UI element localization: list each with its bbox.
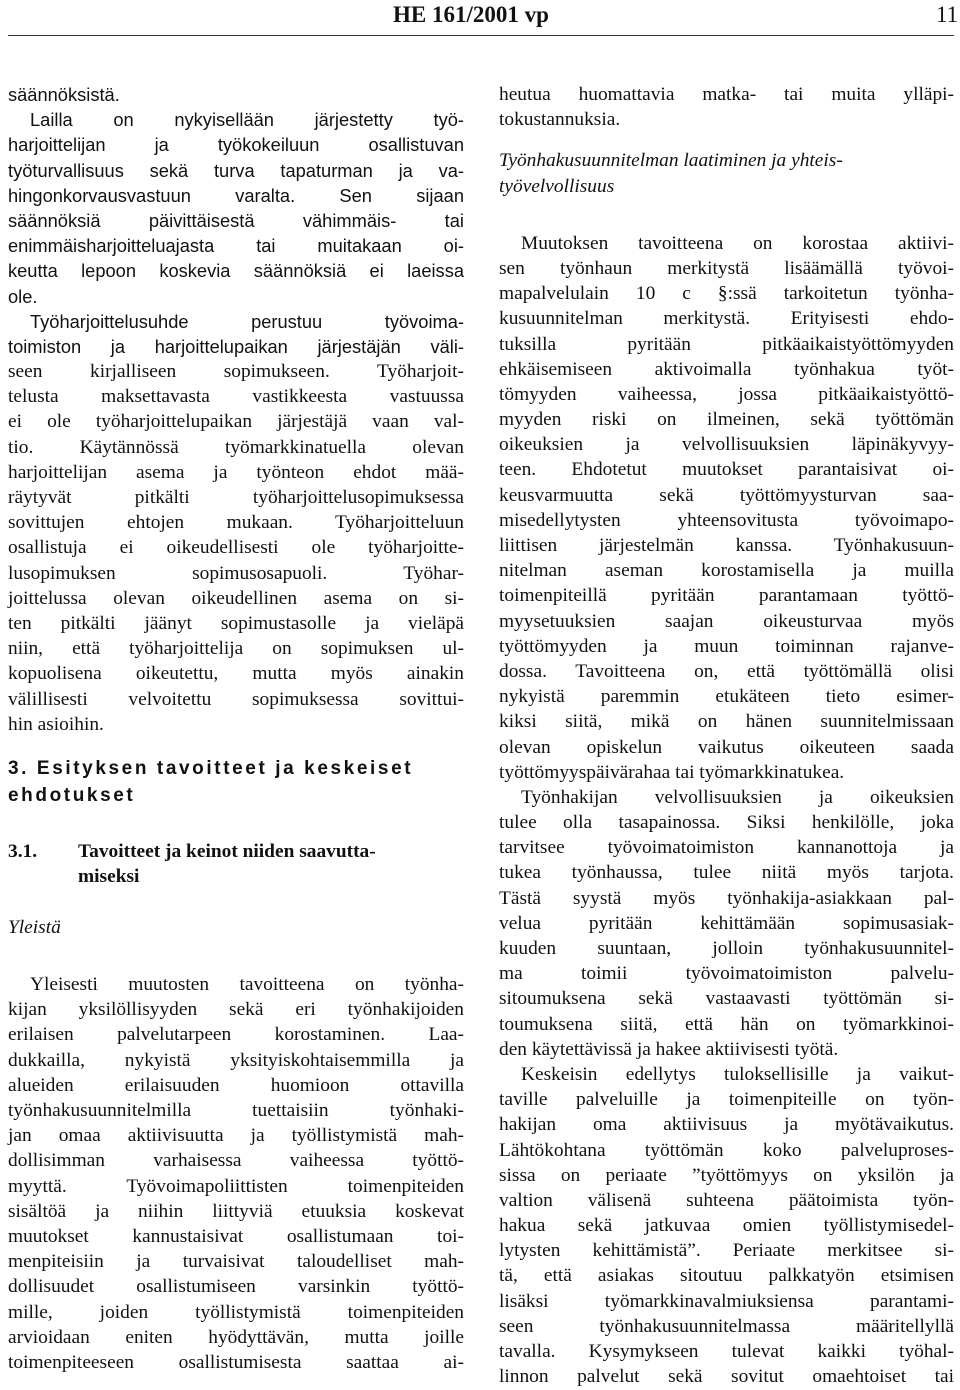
left-column bbox=[8, 82, 464, 1375]
text-line: tömyyden vaiheessa, jossa pitkäaikaistyöttö- bbox=[499, 383, 954, 405]
text-line: harjoittelijan ja työkokeiluun osallistuvan bbox=[8, 134, 464, 156]
text-line: toimenpiteeseen osallistumisesta saattaa ai- bbox=[8, 1351, 464, 1373]
right-italic-heading bbox=[499, 148, 954, 198]
text-line: tio. Käytännössä työmarkkinatuella olevan bbox=[8, 436, 464, 458]
text-line: hin asioihin. bbox=[8, 713, 104, 735]
text-line: enimmäisharjoitteluajasta tai muitakaan oi- bbox=[8, 235, 464, 257]
page-number: 11 bbox=[936, 2, 959, 27]
text-line: kusuunnitelman merkitystä. Erityisesti ehdo- bbox=[499, 308, 954, 330]
text-line: liittisen järjestelmän kanssa. Työnhakusuun- bbox=[499, 535, 954, 556]
left-text-block bbox=[8, 82, 464, 737]
text-line: ten pitkälti jäänyt sopimustasolle ja vieläpä bbox=[8, 612, 464, 634]
text-line: toimenpiteillä pyritään parantamaan työttö- bbox=[499, 585, 954, 607]
text-line: harjoittelijan asema ja työnteon ehdot mää- bbox=[8, 461, 464, 483]
text-line: Keskeisin edellytys tuloksellisille ja vaikut- bbox=[521, 1063, 954, 1085]
text-line: sovittujen ehtojen mukaan. Työharjoitteluun bbox=[8, 512, 464, 534]
right-text-block-top bbox=[499, 82, 954, 132]
text-line: muutokset kannustaisivat osallistumaan toi- bbox=[8, 1225, 464, 1247]
subsection-heading bbox=[8, 839, 464, 889]
text-line: työturvallisuus sekä turva tapaturman ja va- bbox=[8, 159, 464, 181]
text-line: lytysten kehittämistä”. Periaate merkitsee si- bbox=[499, 1240, 954, 1262]
text-line: dollisuudet osallistumiseen varsinkin työttö- bbox=[8, 1276, 464, 1298]
text-line: myysetuuksien saajan oikeusturvaa myös bbox=[499, 610, 954, 632]
text-line: ole. bbox=[8, 285, 38, 307]
right-italic-heading-line-2: työvelvollisuus bbox=[499, 175, 615, 197]
text-line: ehkäisemiseen aktivoimalla työnhakua työt- bbox=[499, 358, 954, 380]
text-line: velua pyritään kehittämään sopimusasiak- bbox=[499, 912, 954, 934]
text-line: säännöksistä. bbox=[8, 84, 120, 105]
subsection-title-line-1: Tavoitteet ja keinot niiden saavutta- bbox=[78, 840, 376, 862]
text-line: dossa. Tavoitteena on, että työttömällä olisi bbox=[499, 660, 954, 682]
text-line: taville palveluille ja toimenpiteille on työn- bbox=[499, 1089, 954, 1111]
text-line: Yleisesti muutosten tavoitteena on työnha- bbox=[30, 974, 464, 996]
text-line: keutta lepoon koskevia säännöksiä ei laeissa bbox=[8, 260, 464, 282]
text-line: nykyistä paremmin etukäteen tieto esimer- bbox=[499, 686, 954, 708]
text-line: sissa on periaate ”työttömyys on yksilön ja bbox=[499, 1164, 954, 1186]
text-line: hingonkorvausvastuun varalta. Sen sijaan bbox=[8, 184, 464, 206]
text-line: Tästä syystä myös työnhakija-asiakkaan pal- bbox=[499, 887, 954, 909]
text-line: osallistuja ei oikeudellisesti ole työharjoitte- bbox=[8, 537, 464, 559]
text-line: arvioidaan eniten hyödyttävän, mutta joille bbox=[8, 1326, 464, 1348]
text-line: työnhakusuunnitelmilla tuettaisiin työnhaki- bbox=[8, 1100, 464, 1121]
text-line: ei ole työharjoittelupaikan järjestäjä vaan val- bbox=[8, 411, 464, 433]
text-line: keusvarmuutta sekä työttömyysturvan saa- bbox=[499, 484, 954, 506]
text-line: seen työnhakusuunnitelmassa määritellyllä bbox=[499, 1315, 954, 1337]
text-line: tä, että asiakas sitoutuu palkkatyön etsimisen bbox=[499, 1265, 954, 1287]
text-line: tarvitsee työvoimatoimiston kannanottoja ja bbox=[499, 837, 954, 859]
text-line: tuksilla pyritään pitkäaikaistyöttömyyden bbox=[499, 333, 954, 355]
text-line: mapalvelulain 10 c §:ssä tarkoitetun työnha- bbox=[499, 283, 954, 305]
text-line: sisältöä ja niihin liittyviä etuuksia koskevat bbox=[8, 1200, 464, 1222]
text-line: dukkailla, nykyistä yksityiskohtaisemmilla ja bbox=[8, 1049, 464, 1071]
document-code: HE 161/2001 vp bbox=[393, 2, 549, 27]
text-line: tavalla. Kysymykseen tulevat kaikki työhal- bbox=[499, 1341, 954, 1362]
text-line: tokustannuksia. bbox=[499, 109, 621, 131]
text-line: nitelman aseman korostamisella ja muilla bbox=[499, 560, 954, 582]
text-line: mille, joiden työllistymistä toimenpiteiden bbox=[8, 1301, 464, 1323]
text-line: tulee olla tasapainossa. Siksi henkilölle, joka bbox=[499, 812, 954, 834]
text-line: kiksi siitä, mikä on hänen suunnitelmissaan bbox=[499, 711, 954, 733]
text-line: myyden riski on ilmeinen, sekä työttömän bbox=[499, 409, 954, 431]
text-line: telusta maksettavasta vastikkeesta vastuussa bbox=[8, 386, 464, 408]
text-line: lusopimuksen sopimusosapuoli. Työhar- bbox=[8, 562, 464, 584]
text-line: alueiden erilaisuuden huomioon ottavilla bbox=[8, 1074, 464, 1096]
text-line: jan omaa aktiivisuutta ja työllistymistä mah- bbox=[8, 1125, 464, 1147]
text-line: hakijan oma aktiivisuus ja myötävaikutus. bbox=[499, 1114, 954, 1136]
text-line: työttömyyden ja muun toiminnan rajanve- bbox=[499, 635, 954, 657]
text-line: misedellytysten yhteensovitusta työvoimapo- bbox=[499, 509, 954, 531]
text-line: lisäksi työmarkkinavalmiuksiensa parantami- bbox=[499, 1290, 954, 1312]
text-line: hakua sekä jatkuvaa omien työllistymisedel- bbox=[499, 1215, 954, 1237]
text-line: kopuolisena oikeutettu, mutta myös ainakin bbox=[8, 663, 464, 685]
right-text-block bbox=[499, 231, 954, 1390]
text-line: kuuden suuntaan, jolloin työnhakusuunnitel- bbox=[499, 938, 954, 959]
text-line: työttömyyspäivärahaa tai työmarkkinatukea. bbox=[499, 761, 845, 783]
text-line: välillisesti velvoitettu sopimuksessa sovittui- bbox=[8, 688, 464, 710]
text-line: erilaisen palvelutarpeen korostaminen. Laa- bbox=[8, 1024, 464, 1046]
subsection-title-line-2: miseksi bbox=[78, 865, 140, 887]
right-column bbox=[499, 82, 954, 1389]
text-line: tukea työnhaussa, tulee niitä myös tarjota. bbox=[499, 862, 954, 884]
text-line: valtion välisenä suhteena päätoimista työn- bbox=[499, 1189, 954, 1211]
text-line: dollisimman varhaisessa vaiheessa työttö- bbox=[8, 1150, 464, 1172]
text-line: olevan opiskelun vaikutus oikeuteen saada bbox=[499, 736, 954, 758]
text-line: niin, että työharjoittelija on sopimuksen ul- bbox=[8, 638, 464, 660]
section-heading-line-2: ehdotukset bbox=[8, 784, 136, 806]
text-line: oikeuksien ja velvollisuuksien läpinäkyvyy- bbox=[499, 434, 954, 456]
text-line: Työharjoittelusuhde perustuu työvoima- bbox=[30, 310, 464, 332]
italic-subheading: Yleistä bbox=[8, 916, 61, 938]
left-text-block-2 bbox=[8, 972, 464, 1375]
section-heading bbox=[8, 755, 464, 809]
right-italic-heading-line-1: Työnhakusuunnitelman laatiminen ja yhteis- bbox=[499, 150, 843, 172]
text-line: sitoumuksena sekä vastaavasti työttömän si- bbox=[499, 988, 954, 1010]
text-line: ma toimii työvoimatoimiston palvelu- bbox=[499, 963, 954, 985]
text-line: Lailla on nykyisellään järjestetty työ- bbox=[30, 109, 464, 131]
text-line: Lähtökohtana työttömän koko palveluproses- bbox=[499, 1139, 954, 1161]
text-line: den käytettävissä ja hakee aktiivisesti työtä. bbox=[499, 1038, 839, 1060]
text-line: räytyvät pitkälti työharjoittelusopimuksessa bbox=[8, 487, 464, 508]
text-line: linnon palvelut sekä sovitut omaehtoiset tai bbox=[499, 1366, 954, 1388]
text-line: heutua huomattavia matka- tai muita ylläpi- bbox=[499, 84, 954, 105]
text-line: Työnhakijan velvollisuuksien ja oikeuksien bbox=[521, 786, 954, 808]
text-line: teen. Ehdotetut muutokset parantaisivat oi- bbox=[499, 459, 954, 481]
text-line: seen kirjalliseen sopimukseen. Työharjoit- bbox=[8, 361, 464, 383]
text-line: toumuksena siitä, että hän on työmarkkinoi- bbox=[499, 1013, 954, 1035]
text-line: sen työnhaun merkitystä lisäämällä työvoi- bbox=[499, 257, 954, 279]
text-line: joittelussa olevan oikeudellinen asema on si- bbox=[8, 587, 464, 609]
text-line: menpiteisiin ja turvaisivat taloudelliset mah- bbox=[8, 1251, 464, 1273]
text-line: toimiston ja harjoittelupaikan järjestäjän väli- bbox=[8, 335, 464, 357]
text-line: kijan yksilöllisyyden sekä eri työnhakijoiden bbox=[8, 999, 464, 1021]
section-heading-line-1: 3. Esityksen tavoitteet ja keskeiset bbox=[8, 757, 414, 779]
subsection-number: 3.1. bbox=[8, 840, 38, 862]
header-rule bbox=[8, 35, 954, 36]
text-line: Muutoksen tavoitteena on korostaa aktiivi- bbox=[521, 232, 954, 254]
text-line: myyttä. Työvoimapoliittisten toimenpiteiden bbox=[8, 1175, 464, 1197]
text-line: säännöksiä päivittäisestä vähimmäis- tai bbox=[8, 209, 464, 231]
page-header bbox=[0, 0, 960, 32]
